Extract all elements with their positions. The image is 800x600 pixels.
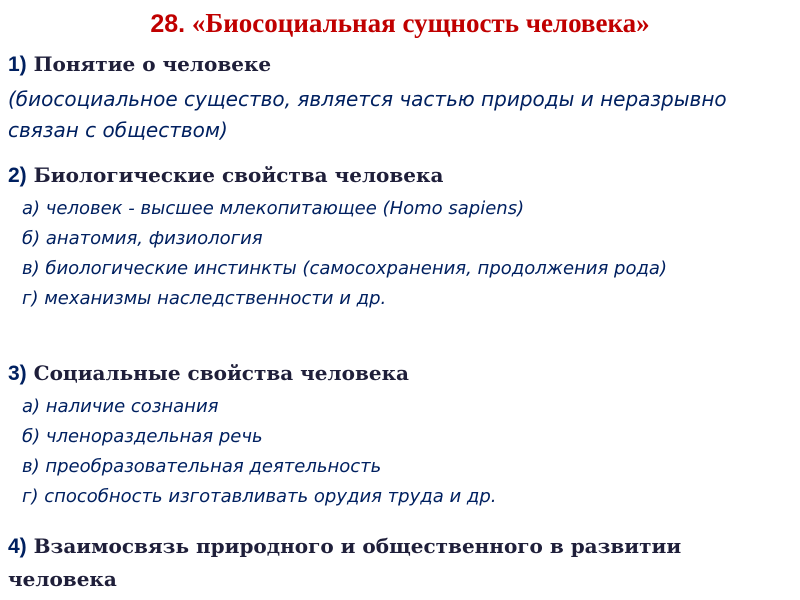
section-2-title: Биологические свойства человека	[33, 163, 444, 187]
list-item: г) способность изготавливать орудия труда и др.	[22, 486, 497, 507]
section-4-title: Взаимосвязь природного и общественного в развитии человека	[8, 534, 682, 591]
section-3-list	[22, 392, 496, 512]
slide-title	[0, 8, 800, 39]
list-item: в) преобразовательная деятельность	[22, 456, 382, 477]
title-text: «Биосоциальная сущность человека»	[191, 8, 650, 38]
section-3-number: 3)	[8, 362, 27, 385]
list-item: г) механизмы наследственности и др.	[22, 288, 387, 309]
section-2-number: 2)	[8, 164, 27, 187]
section-1-number: 1)	[8, 53, 27, 76]
title-number: 28.	[150, 10, 186, 38]
section-2-list	[22, 194, 667, 314]
section-4-number: 4)	[8, 535, 27, 558]
section-1-heading	[8, 52, 271, 77]
section-1-description: (биосоциальное существо, является частью природы и неразрывно связан с обществом)	[8, 87, 727, 142]
list-item: б) анатомия, физиология	[22, 228, 263, 249]
section-3-title: Социальные свойства человека	[33, 361, 409, 385]
section-2-heading	[8, 163, 443, 188]
section-3-heading	[8, 361, 409, 386]
list-item: а) человек - высшее млекопитающее (Homo sapiens)	[22, 198, 525, 219]
section-4-heading	[8, 530, 768, 595]
list-item: в) биологические инстинкты (самосохранения, продолжения рода)	[22, 258, 667, 279]
list-item: а) наличие сознания	[22, 396, 219, 417]
section-1-title: Понятие о человеке	[33, 52, 272, 76]
list-item: б) членораздельная речь	[22, 426, 263, 447]
